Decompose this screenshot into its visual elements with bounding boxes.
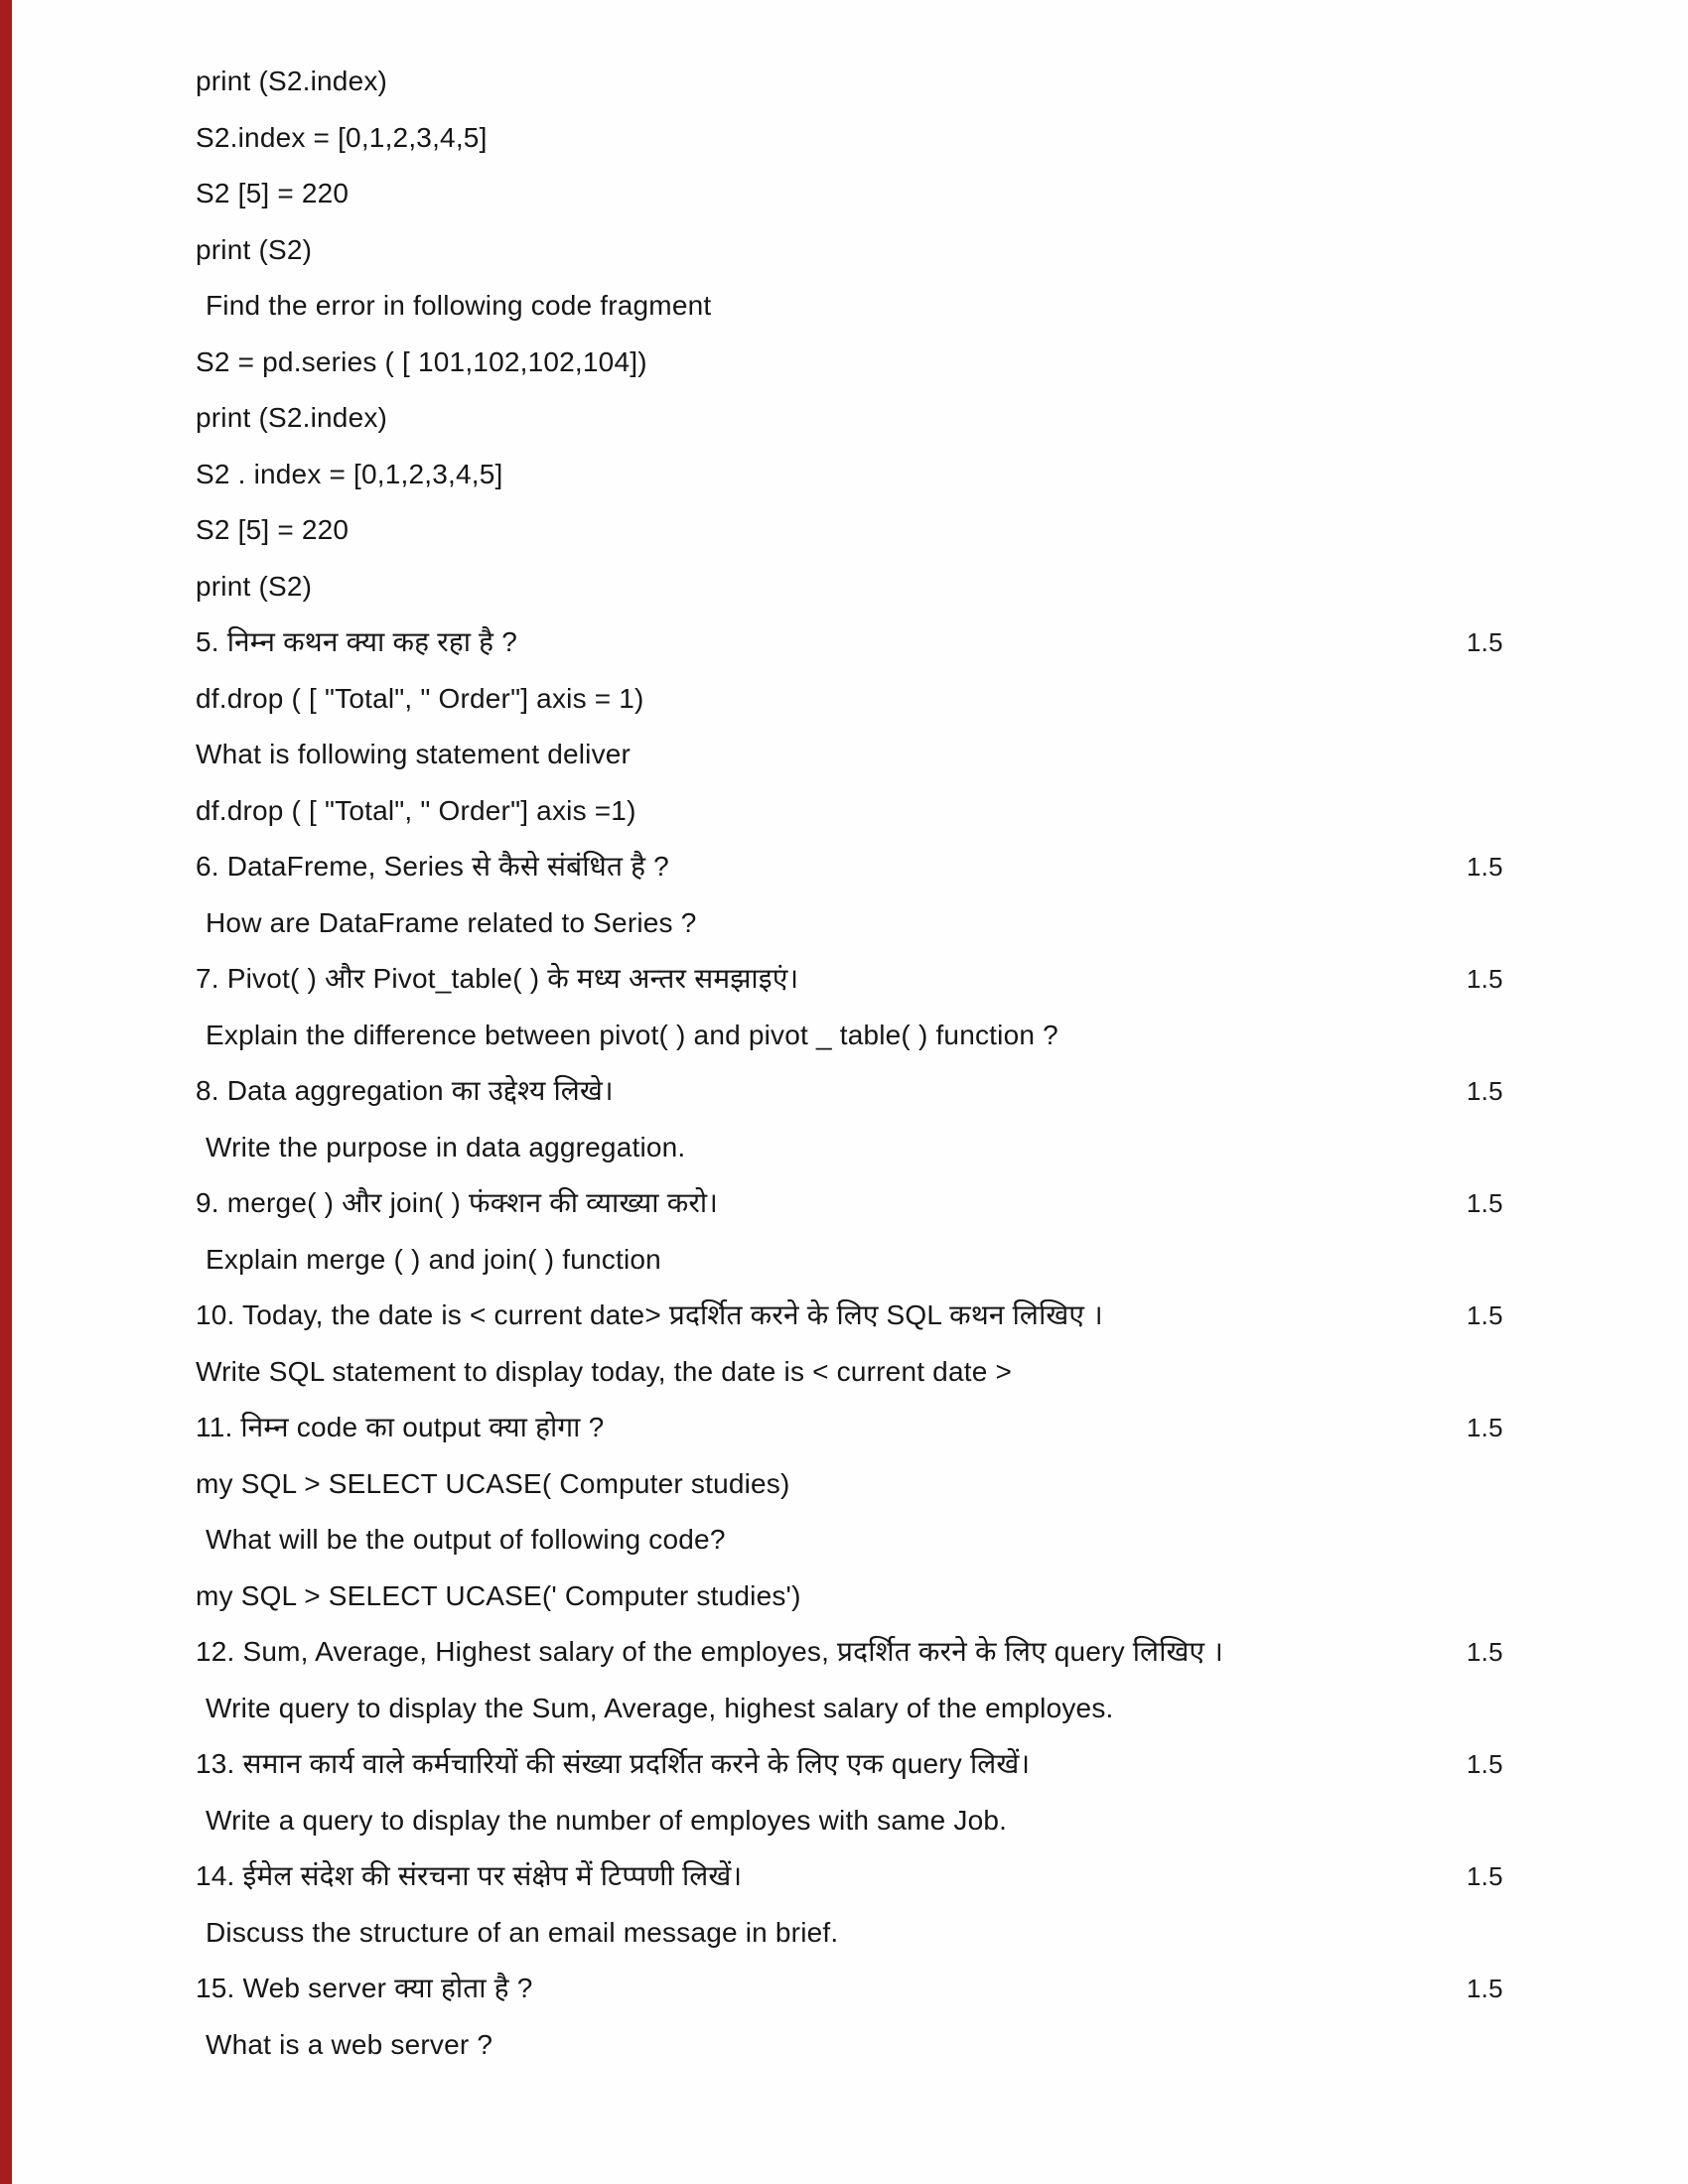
document-line	[196, 1063, 1645, 1120]
document-line	[196, 951, 1645, 1008]
line-text: S2 = pd.series ( [ 101,102,102,104])	[196, 345, 647, 377]
marks-value: 1.5	[1467, 627, 1503, 657]
document-line	[196, 1175, 1645, 1232]
line-text: 6. DataFreme, Series से कैसे संबंधित है ?	[196, 851, 669, 882]
line-text: What is a web server ?	[206, 2028, 493, 2060]
question-list	[196, 54, 1645, 2073]
document-line	[196, 727, 1645, 783]
document-line	[196, 1624, 1645, 1681]
line-text: S2.index = [0,1,2,3,4,5]	[196, 121, 488, 153]
marks-value: 1.5	[1467, 1413, 1503, 1442]
document-line	[196, 614, 1645, 671]
line-text: Explain the difference between pivot( ) and pivot _ table( ) function ?	[206, 1019, 1058, 1050]
document-line	[196, 1232, 1645, 1289]
document-line	[196, 1120, 1645, 1176]
line-text: Write a query to display the number of employes with same Job.	[206, 1804, 1008, 1836]
line-text: 11. निम्न code का output क्या होगा ?	[196, 1412, 605, 1442]
document-line	[196, 783, 1645, 840]
document-line	[196, 1400, 1645, 1456]
line-text: my SQL > SELECT UCASE( Computer studies)	[196, 1467, 790, 1499]
document-line	[196, 1793, 1645, 1849]
line-text: What will be the output of following code?	[206, 1524, 726, 1555]
line-text: print (S2.index)	[196, 66, 388, 96]
marks-value: 1.5	[1467, 1300, 1503, 1330]
line-text: Discuss the structure of an email message in brief.	[206, 1916, 839, 1948]
document-line	[196, 502, 1645, 559]
line-text: print (S2)	[196, 233, 313, 265]
document-line	[196, 2017, 1645, 2074]
marks-value: 1.5	[1467, 852, 1503, 882]
marks-value: 1.5	[1467, 1974, 1503, 2003]
document-line	[196, 671, 1645, 728]
line-text: 14. ईमेल संदेश की संरचना पर संक्षेप में टिप्पणी लिखें।	[196, 1860, 743, 1891]
line-text: Find the error in following code fragment	[206, 290, 712, 321]
line-text: Write the purpose in data aggregation.	[206, 1131, 686, 1162]
marks-value: 1.5	[1467, 1749, 1503, 1779]
document-line	[196, 1681, 1645, 1737]
scan-edge-stripe	[0, 0, 12, 2184]
document-line	[196, 1008, 1645, 1064]
document-line	[196, 278, 1645, 335]
document-line	[196, 1344, 1645, 1401]
marks-value: 1.5	[1467, 964, 1503, 994]
document-line	[196, 559, 1645, 615]
line-text: 10. Today, the date is < current date> प्रदर्शित करने के लिए SQL कथन लिखिए ।	[196, 1299, 1103, 1330]
line-text: S2 . index = [0,1,2,3,4,5]	[196, 458, 503, 489]
line-text: print (S2)	[196, 570, 313, 602]
marks-value: 1.5	[1467, 1861, 1503, 1891]
line-text: 13. समान कार्य वाले कर्मचारियों की संख्या प्रदर्शित करने के लिए एक query लिखें।	[196, 1748, 1031, 1779]
document-line	[196, 110, 1645, 167]
line-text: df.drop ( [ "Total", " Order"] axis =1)	[196, 794, 636, 826]
document-line	[196, 1848, 1645, 1905]
line-text: 9. merge( ) और join( ) फंक्शन की व्याख्या करो।	[196, 1187, 719, 1218]
document-line	[196, 839, 1645, 895]
line-text: 12. Sum, Average, Highest salary of the employes, प्रदर्शित करने के लिए query लिखिए ।	[196, 1636, 1224, 1667]
document-line	[196, 222, 1645, 279]
line-text: 5. निम्न कथन क्या कह रहा है ?	[196, 626, 517, 657]
document-line	[196, 1569, 1645, 1625]
line-text: df.drop ( [ "Total", " Order"] axis = 1)	[196, 682, 644, 714]
line-text: S2 [5] = 220	[196, 514, 350, 545]
marks-value: 1.5	[1467, 1076, 1503, 1106]
document-line	[196, 1905, 1645, 1962]
marks-value: 1.5	[1467, 1188, 1503, 1218]
line-text: print (S2.index)	[196, 402, 388, 433]
document-line	[196, 1456, 1645, 1513]
line-text: 7. Pivot( ) और Pivot_table( ) के मध्य अन्तर समझाइएं।	[196, 963, 799, 994]
line-text: 8. Data aggregation का उद्देश्य लिखे।	[196, 1075, 614, 1106]
document-line	[196, 1961, 1645, 2017]
marks-value: 1.5	[1467, 1637, 1503, 1667]
line-text: Write SQL statement to display today, the date is < current date >	[196, 1355, 1013, 1387]
line-text: my SQL > SELECT UCASE(' Computer studies')	[196, 1579, 801, 1611]
line-text: Write query to display the Sum, Average, highest salary of the employes.	[206, 1692, 1114, 1723]
document-line	[196, 335, 1645, 391]
document-line	[196, 1736, 1645, 1793]
document-line	[196, 166, 1645, 222]
document-line	[196, 390, 1645, 447]
document-line	[196, 1512, 1645, 1569]
line-text: Explain merge ( ) and join( ) function	[206, 1243, 661, 1275]
line-text: What is following statement deliver	[196, 739, 632, 769]
document-line	[196, 895, 1645, 952]
document-line	[196, 447, 1645, 503]
line-text: 15. Web server क्या होता है ?	[196, 1973, 533, 2003]
line-text: How are DataFrame related to Series ?	[206, 906, 697, 938]
line-text: S2 [5] = 220	[196, 178, 350, 208]
document-line	[196, 54, 1645, 110]
document-line	[196, 1288, 1645, 1344]
